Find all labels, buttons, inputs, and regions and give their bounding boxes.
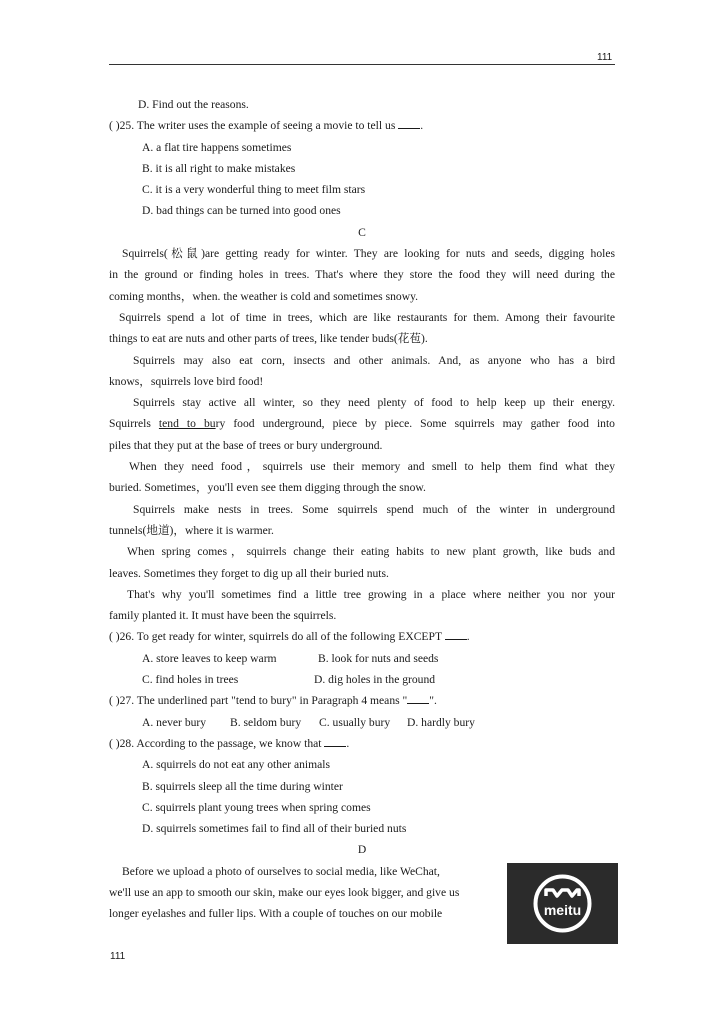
passage-c-line: Squirrels spend a lot of time in trees, which are like restaurants for them. Among their favourite (119, 310, 615, 324)
passage-c-line: Squirrels may also eat corn, insects and other animals. And, as anyone who has a bird (133, 353, 615, 367)
passage-c-line: coming months，when. the weather is cold and sometimes snowy. (109, 289, 419, 303)
q27-option-d: D. hardly bury (407, 715, 475, 729)
section-c-heading: C (358, 225, 366, 239)
passage-c-line: When they need food，squirrels use their memory and smell to help them find what they (129, 460, 615, 474)
q26-options-row-2 (109, 669, 615, 690)
q28-option-a: A. squirrels do not eat any other animals (142, 758, 331, 772)
q25-stem: ( )25. The writer uses the example of seeing a movie to tell us . (109, 119, 424, 133)
q26-option-d: D. dig holes in the ground (314, 673, 436, 687)
passage-c-line: knows，squirrels love bird food! (109, 374, 264, 388)
meitu-logo-icon (507, 863, 618, 944)
underlined-phrase: tend to bu (158, 417, 216, 431)
header-rule (109, 64, 615, 65)
q27-option-b: B. seldom bury (230, 715, 302, 729)
passage-d-line: we'll use an app to smooth our skin, make our eyes look bigger, and give us (109, 885, 460, 899)
passage-c-line: things to eat are nuts and other parts of trees, like tender buds(花苞). (109, 332, 428, 346)
q26-stem: ( )26. To get ready for winter, squirrels do all of the following EXCEPT . (109, 630, 470, 644)
q28-option-d: D. squirrels sometimes fail to find all of their buried nuts (142, 822, 407, 836)
q26-option-b: B. look for nuts and seeds (318, 651, 439, 665)
q27-option-c: C. usually bury (319, 715, 391, 729)
passage-c-line: Squirrels tend to bury food underground, piece by piece. Some squirrels may gather food into (109, 417, 615, 431)
passage-c-line: Squirrels stay active all winter, so they need plenty of food to help keep up their energy. (133, 396, 615, 410)
q28-option-c: C. squirrels plant young trees when spring comes (142, 800, 371, 814)
passage-c-line: leaves. Sometimes they forget to dig up all their buried nuts. (109, 566, 389, 580)
passage-d-line: longer eyelashes and fuller lips. With a couple of touches on our mobile (109, 907, 443, 921)
q28-stem: ( )28. According to the passage, we know that . (109, 736, 350, 750)
passage-c-line: Squirrels make nests in trees. Some squirrels spend much of the winter in underground (133, 502, 615, 516)
q25-option-b: B. it is all right to make mistakes (142, 161, 296, 175)
header-page-number: 111 (597, 52, 613, 63)
q25-option-c: C. it is a very wonderful thing to meet film stars (142, 183, 366, 197)
q28-option-b: B. squirrels sleep all the time during winter (142, 779, 343, 793)
q26-option-c: C. find holes in trees (142, 673, 239, 687)
passage-c-line: family planted it. It must have been the squirrels. (109, 609, 337, 623)
q25-option-a: A. a flat tire happens sometimes (142, 140, 292, 154)
section-d-heading: D (357, 843, 367, 857)
passage-c-line: That's why you'll sometimes find a little tree growing in a place where neither you nor your (127, 587, 615, 601)
passage-c-line: tunnels(地道)，where it is warmer. (109, 523, 274, 537)
page-content (109, 94, 615, 925)
answer-blank (398, 118, 420, 129)
passage-c-line: When spring comes，squirrels change their eating habits to new plant growth, like buds and (127, 545, 615, 559)
meitu-logo (507, 863, 618, 944)
q26-option-a: A. store leaves to keep warm (142, 651, 277, 665)
q25-option-d: D. bad things can be turned into good ones (142, 204, 341, 218)
q26-options-row-1 (109, 648, 615, 669)
footer-page-number: 111 (110, 951, 126, 962)
answer-blank (445, 629, 467, 640)
q24-option-d: D. Find out the reasons. (138, 98, 249, 111)
answer-blank (324, 736, 346, 747)
passage-c-line: piles that they put at the base of trees or bury underground. (109, 438, 383, 452)
answer-blank (407, 693, 429, 704)
q27-stem: ( )27. The underlined part "tend to bury" in Paragraph 4 means " ". (109, 694, 437, 708)
q27-options (109, 712, 615, 733)
passage-c-line: in the ground or finding holes in trees. That's where they store the food they will need during the (109, 268, 615, 282)
passage-c-line: buried. Sometimes，you'll even see them digging through the snow. (109, 481, 426, 495)
passage-c-line: Squirrels(松鼠)are getting ready for winter. They are looking for nuts and seeds, digging holes (122, 247, 615, 261)
passage-d-line: Before we upload a photo of ourselves to social media, like WeChat, (122, 864, 440, 878)
q27-option-a: A. never bury (142, 715, 207, 729)
logo-text: meitu (543, 902, 582, 918)
